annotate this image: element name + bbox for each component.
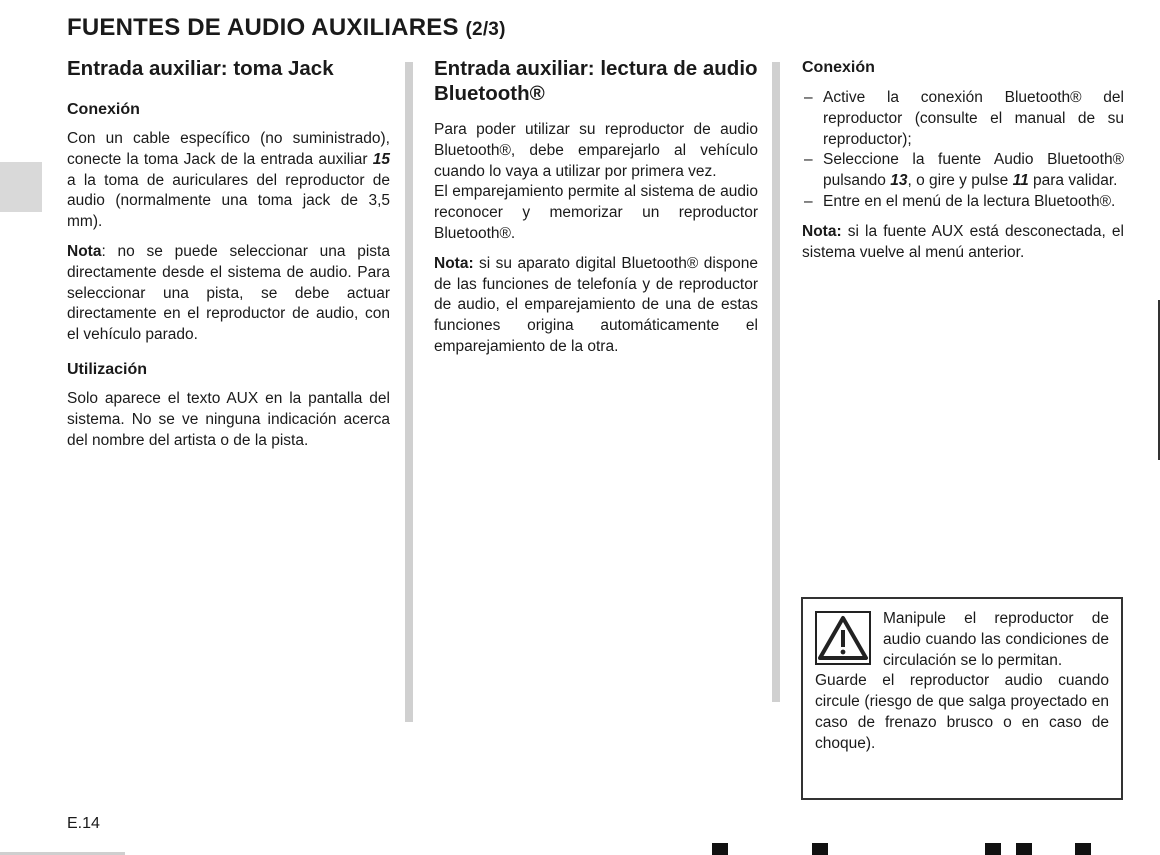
- column-jack: [67, 56, 390, 460]
- subheading-connection: Conexión: [67, 101, 140, 118]
- ref-number: 13: [890, 172, 908, 190]
- section-heading-jack: Entrada auxiliar: toma Jack: [67, 57, 334, 80]
- list-item: – Entre en el menú de la lectura Bluetooth®.: [802, 192, 1124, 213]
- print-mark: [712, 843, 728, 855]
- warning-text-1: Manipule el reproductor de audio cuando las condiciones de circulación se lo permitan.: [883, 610, 1109, 669]
- usage-text: Solo aparece el texto AUX en la pantalla del sistema. No se ve ninguna indicación acerca del nombre del artista o de la pista.: [67, 389, 390, 449]
- bluetooth-paragraph-2: El emparejamiento permite al sistema de audio reconocer y memorizar un reproductor Bluetooth®.: [434, 183, 758, 242]
- list-item: – Seleccione la fuente Audio Bluetooth® pulsando 13, o gire y pulse 11 para validar.: [802, 150, 1124, 192]
- note-paragraph: Nota: no se puede seleccionar una pista directamente desde el sistema de audio. Para seleccionar una pista, se debe actuar directamente en el reproductor de audio, con el vehículo parado.: [67, 242, 390, 344]
- print-mark: [1016, 843, 1032, 855]
- print-mark: [1075, 843, 1091, 855]
- note-label: Nota: [67, 242, 102, 260]
- print-marks: [0, 843, 1160, 855]
- note-paragraph: Nota: si su aparato digital Bluetooth® dispone de las funciones de telefonía y de reproductor de audio, el emparejamiento de una de estas funciones origina automáticamente el emparejamiento de la otra.: [434, 254, 758, 355]
- ref-number: 11: [1012, 172, 1029, 190]
- warning-box: [801, 597, 1123, 800]
- note-label: Nota:: [434, 254, 474, 272]
- column-connection-steps: [802, 56, 1124, 272]
- page-title-part: (2/3): [465, 19, 506, 40]
- column-separator: [405, 62, 413, 722]
- column-separator: [772, 62, 780, 702]
- side-tab-marker: [0, 162, 42, 212]
- section-heading-bluetooth: Entrada auxiliar: lectura de audio Bluetooth®: [434, 57, 758, 105]
- steps-list: [802, 88, 1124, 213]
- print-mark: [985, 843, 1001, 855]
- page-title: FUENTES DE AUDIO AUXILIARES (2/3): [67, 14, 506, 41]
- page-number: E.14: [67, 815, 100, 832]
- print-mark: [812, 843, 828, 855]
- subheading-usage: Utilización: [67, 360, 148, 378]
- ref-number: 15: [372, 150, 390, 168]
- warning-text-2: Guarde el reproductor audio cuando circule (riesgo de que salga proyectado en caso de frenazo brusco o en caso de choque).: [815, 672, 1109, 752]
- bluetooth-paragraph-1: Para poder utilizar su reproductor de audio Bluetooth®, debe emparejarlo al vehículo cuando lo vaya a utilizar por primera vez.: [434, 121, 758, 180]
- note-label: Nota:: [802, 222, 842, 240]
- connection-text: Con un cable específico (no suministrado), conecte la toma Jack de la entrada auxiliar 15 a la toma de auriculares del reproductor de audio (normalmente una toma jack de 3,5 mm).: [67, 130, 390, 231]
- note-paragraph: Nota: si la fuente AUX está desconectada, el sistema vuelve al menú anterior.: [802, 222, 1124, 261]
- list-item: – Active la conexión Bluetooth® del reproductor (consulte el manual de su reproductor);: [802, 88, 1124, 150]
- column-bluetooth: [434, 56, 758, 367]
- subheading-connection: Conexión: [802, 59, 875, 76]
- warning-triangle-icon: [815, 609, 873, 667]
